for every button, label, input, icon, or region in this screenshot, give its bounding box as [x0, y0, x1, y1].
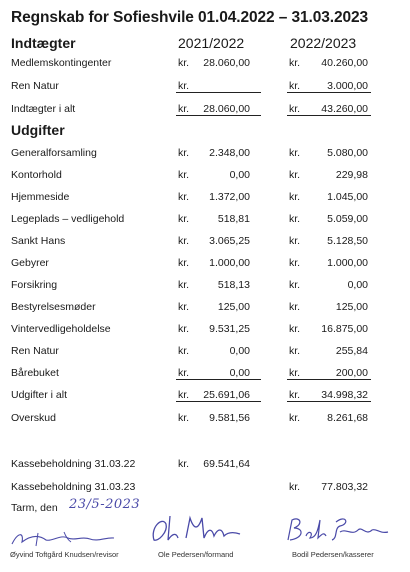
expense-row	[0, 345, 410, 359]
row-label: Ren Natur	[11, 80, 59, 92]
column-header-2021-2022: 2021/2022	[178, 35, 245, 51]
expense-row	[0, 301, 410, 315]
subtotal-underline	[287, 92, 371, 93]
row-label: Hjemmeside	[11, 191, 70, 203]
amount-2022: 40.260,00	[321, 57, 368, 69]
amount-2022: 5.059,00	[327, 213, 368, 225]
currency-2022: kr.	[289, 213, 301, 225]
currency-2021: kr.	[178, 412, 190, 424]
auditor-signature-icon	[8, 528, 118, 550]
total-underline	[287, 115, 371, 116]
amount-2021: 518,81	[217, 213, 250, 225]
currency-2022: kr.	[289, 80, 301, 92]
amount-2022: 0,00	[347, 279, 368, 291]
expense-row	[0, 213, 410, 227]
amount-2022: 229,98	[335, 169, 368, 181]
handwritten-date: 23/5-2023	[69, 497, 141, 512]
currency-2022: kr.	[289, 412, 301, 424]
currency-2022: kr.	[289, 235, 301, 247]
row-label: Kassebeholdning 31.03.23	[11, 481, 136, 493]
amount-2021: 28.060,00	[203, 57, 250, 69]
surplus-row	[0, 412, 410, 426]
currency-2021: kr.	[178, 80, 190, 92]
row-label: Kassebeholdning 31.03.22	[11, 458, 136, 470]
income-total-row	[0, 103, 410, 117]
amount-2022: 34.998,32	[321, 389, 368, 401]
expense-row	[0, 235, 410, 249]
row-label: Indtægter i alt	[11, 103, 76, 115]
currency-2022: kr.	[289, 367, 301, 379]
currency-2021: kr.	[178, 345, 190, 357]
amount-2021: 28.060,00	[203, 103, 250, 115]
currency-2022: kr.	[289, 57, 301, 69]
row-label: Forsikring	[11, 279, 58, 291]
expense-row	[0, 279, 410, 293]
expense-row	[0, 147, 410, 161]
currency-2021: kr.	[178, 389, 190, 401]
amount-2022: 5.080,00	[327, 147, 368, 159]
document-title: Regnskab for Sofieshvile 01.04.2022 – 31.03.2023	[11, 9, 369, 26]
cash-balance-row	[0, 481, 410, 495]
currency-2022: kr.	[289, 323, 301, 335]
amount-2022: 1.045,00	[327, 191, 368, 203]
row-label: Ren Natur	[11, 345, 59, 357]
currency-2022: kr.	[289, 103, 301, 115]
amount-2021: 0,00	[229, 345, 250, 357]
expense-row	[0, 257, 410, 271]
treasurer-signature-icon	[282, 510, 392, 548]
cash-balance-row	[0, 458, 410, 472]
total-underline	[287, 401, 371, 402]
expense-total-row	[0, 389, 410, 403]
subtotal-underline	[287, 379, 371, 380]
row-label: Gebyrer	[11, 257, 49, 269]
expense-row	[0, 367, 410, 381]
amount-2022: 200,00	[335, 367, 368, 379]
currency-2021: kr.	[178, 235, 190, 247]
subtotal-underline	[176, 379, 261, 380]
row-label: Generalforsamling	[11, 147, 97, 159]
amount-2021: 0,00	[229, 169, 250, 181]
amount-2022: 125,00	[335, 301, 368, 313]
amount-2021: 1.000,00	[209, 257, 250, 269]
currency-2021: kr.	[178, 279, 190, 291]
row-label: Medlemskontingenter	[11, 57, 112, 69]
amount-2021: 9.581,56	[209, 412, 250, 424]
row-label: Overskud	[11, 412, 56, 424]
currency-2022: kr.	[289, 301, 301, 313]
amount-2022: 255,84	[335, 345, 368, 357]
currency-2021: kr.	[178, 57, 190, 69]
currency-2022: kr.	[289, 345, 301, 357]
total-underline	[176, 401, 261, 402]
amount-2022: 16.875,00	[321, 323, 368, 335]
amount-2021: 69.541,64	[203, 458, 250, 470]
place-date-label: Tarm, den	[11, 502, 58, 514]
amount-2021: 1.372,00	[209, 191, 250, 203]
row-label: Bestyrelsesmøder	[11, 301, 96, 313]
row-label: Bårebuket	[11, 367, 59, 379]
currency-2021: kr.	[178, 191, 190, 203]
currency-2021: kr.	[178, 301, 190, 313]
column-header-2022-2023: 2022/2023	[290, 35, 357, 51]
currency-2021: kr.	[178, 458, 190, 470]
row-label: Kontorhold	[11, 169, 62, 181]
currency-2022: kr.	[289, 279, 301, 291]
expense-row	[0, 323, 410, 337]
currency-2022: kr.	[289, 257, 301, 269]
currency-2022: kr.	[289, 481, 301, 493]
amount-2022: 8.261,68	[327, 412, 368, 424]
row-label: Udgifter i alt	[11, 389, 68, 401]
chairman-signature-icon	[148, 510, 243, 550]
expense-heading: Udgifter	[11, 122, 65, 138]
row-label: Legeplads – vedligehold	[11, 213, 125, 225]
amount-2022: 1.000,00	[327, 257, 368, 269]
amount-2021: 0,00	[229, 367, 250, 379]
amount-2021: 25.691,06	[203, 389, 250, 401]
currency-2021: kr.	[178, 147, 190, 159]
amount-2022: 3.000,00	[327, 80, 368, 92]
amount-2021: 3.065,25	[209, 235, 250, 247]
currency-2021: kr.	[178, 257, 190, 269]
amount-2022: 43.260,00	[321, 103, 368, 115]
currency-2021: kr.	[178, 367, 190, 379]
total-underline	[176, 115, 261, 116]
currency-2021: kr.	[178, 213, 190, 225]
income-row	[0, 80, 410, 94]
currency-2021: kr.	[178, 323, 190, 335]
row-label: Sankt Hans	[11, 235, 66, 247]
amount-2021: 2.348,00	[209, 147, 250, 159]
chairman-caption: Ole Pedersen/formand	[158, 550, 234, 559]
amount-2021: 125,00	[217, 301, 250, 313]
amount-2022: 5.128,50	[327, 235, 368, 247]
amount-2021: 518,13	[217, 279, 250, 291]
expense-row	[0, 169, 410, 183]
row-label: Vintervedligeholdelse	[11, 323, 111, 335]
currency-2021: kr.	[178, 103, 190, 115]
currency-2022: kr.	[289, 389, 301, 401]
currency-2021: kr.	[178, 169, 190, 181]
expense-row	[0, 191, 410, 205]
currency-2022: kr.	[289, 191, 301, 203]
amount-2021: 9.531,25	[209, 323, 250, 335]
income-heading: Indtægter	[11, 35, 76, 51]
auditor-caption: Øyvind Toftgård Knudsen/revisor	[10, 550, 119, 559]
currency-2022: kr.	[289, 147, 301, 159]
subtotal-underline	[176, 92, 261, 93]
treasurer-caption: Bodil Pedersen/kasserer	[292, 550, 374, 559]
amount-2022: 77.803,32	[321, 481, 368, 493]
currency-2022: kr.	[289, 169, 301, 181]
income-row	[0, 57, 410, 71]
